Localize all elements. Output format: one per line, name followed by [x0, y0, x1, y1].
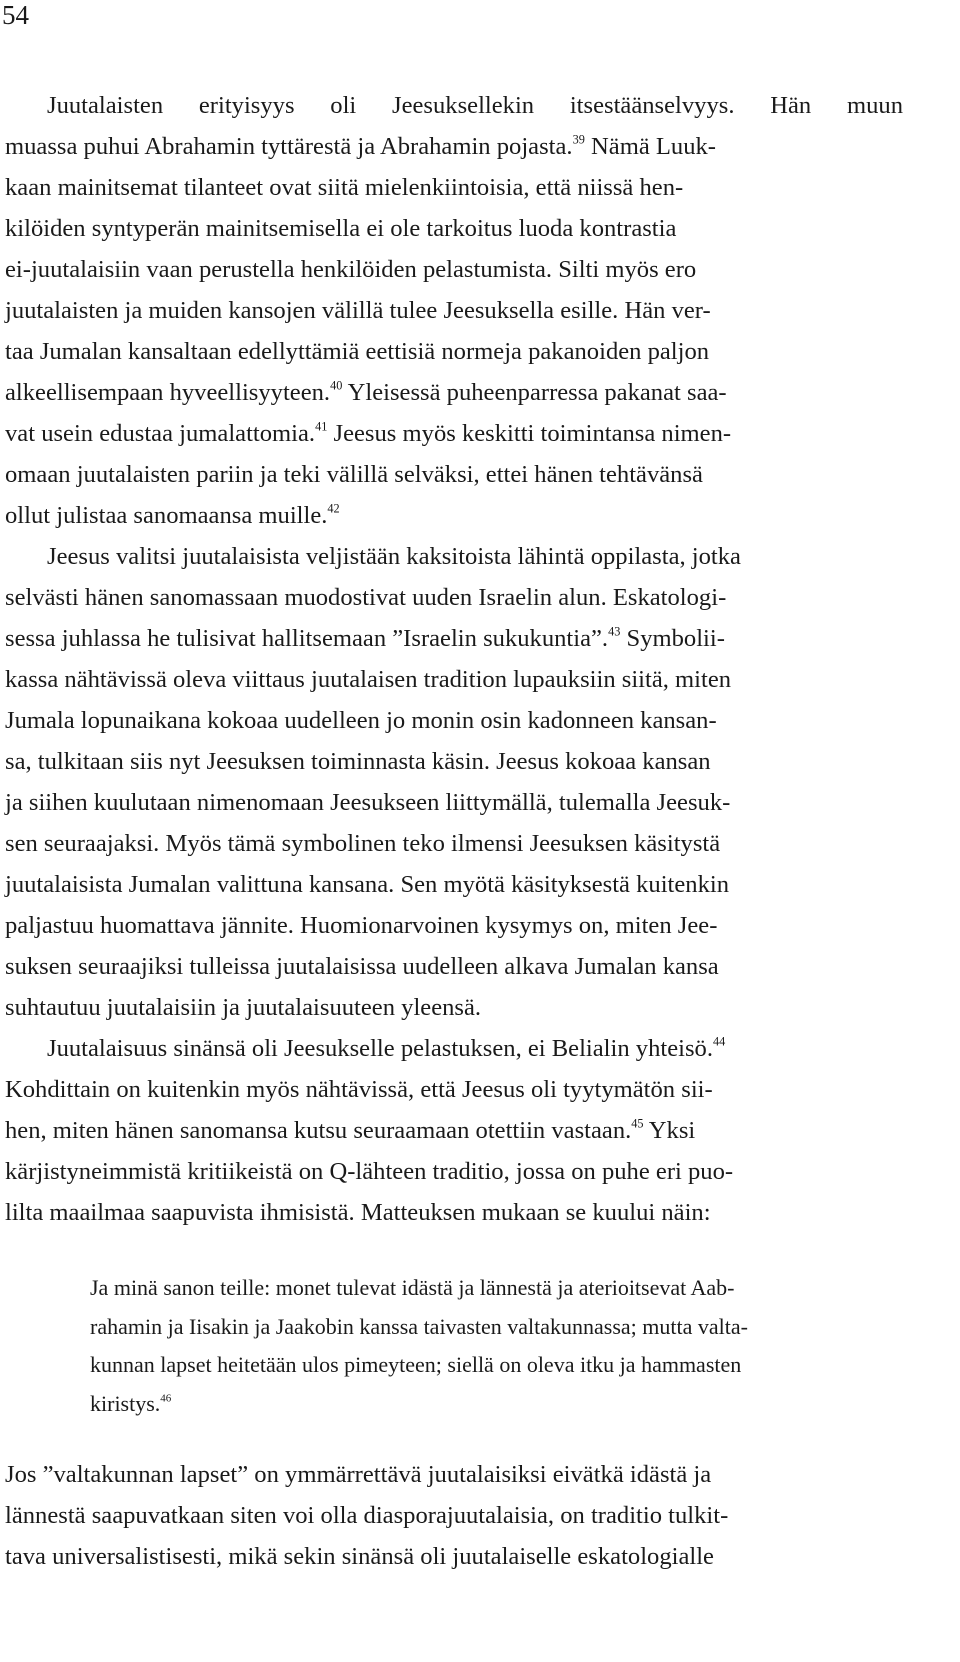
- footnote-ref[interactable]: 46: [160, 1392, 172, 1405]
- footnote-ref[interactable]: 39: [572, 132, 585, 147]
- text-line: kaan mainitsemat tilanteet ovat siitä mielenkiintoisia, että niissä hen-: [5, 174, 684, 201]
- text-line: muassa puhui Abrahamin tyttärestä ja Abrahamin pojasta.$^{39}$ Nämä Luuk-: [5, 132, 716, 160]
- text-line: selvästi hänen sanomassaan muodostivat uuden Israelin alun. Eskatologi-: [5, 584, 727, 611]
- text-line: sessa juhlassa he tulisivat hallitsemaan ”Israelin sukukuntia”.$^{43}$ Symbolii-: [5, 624, 725, 652]
- text-line: Kohdittain on kuitenkin myös nähtävissä, että Jeesus oli tyytymätön sii-: [5, 1076, 713, 1103]
- footnote-ref[interactable]: 41: [315, 419, 328, 434]
- text-line: vat usein edustaa jumalattomia.$^{41}$ Jeesus myös keskitti toimintansa nimen-: [5, 419, 732, 447]
- page-number: 54: [2, 0, 29, 30]
- text-line: suksen seuraajiksi tulleissa juutalaisissa uudelleen alkava Jumalan kansa: [5, 953, 719, 980]
- text-line: omaan juutalaisten pariin ja teki välillä selväksi, ettei hänen tehtävänsä: [5, 461, 703, 488]
- text-line: ollut julistaa sanomaansa muille.$^{42}$: [5, 501, 340, 529]
- text-line: lilta maailmaa saapuvista ihmisistä. Matteuksen mukaan se kuului näin:: [5, 1199, 711, 1226]
- text-line: Jeesus valitsi juutalaisista veljistään kaksitoista lähintä oppilasta, jotka: [47, 543, 741, 570]
- text-line: taa Jumalan kansaltaan edellyttämiä eettisiä normeja pakanoiden paljon: [5, 338, 710, 365]
- text-line: paljastuu huomattava jännite. Huomionarvoinen kysymys on, miten Jee-: [5, 912, 718, 939]
- text-line: ei-juutalaisiin vaan perustella henkilöiden pelastumista. Silti myös ero: [5, 256, 697, 283]
- text-line: juutalaisista Jumalan valittuna kansana. Sen myötä käsityksestä kuitenkin: [5, 871, 730, 898]
- text-line: kassa nähtävissä oleva viittaus juutalaisen tradition lupauksiin siitä, miten: [5, 666, 732, 693]
- text-line: Juutalaisten erityisyys oli Jeesuksellekin itsestäänselvyys. Hän muun: [47, 92, 903, 119]
- text-line: sen seuraajaksi. Myös tämä symbolinen teko ilmensi Jeesuksen käsitystä: [5, 830, 721, 857]
- quote-line: rahamin ja Iisakin ja Jaakobin kanssa taivasten valtakunnassa; mutta valta-: [90, 1314, 748, 1339]
- text-line: Juutalaisuus sinänsä oli Jeesukselle pelastuksen, ei Belialin yhteisö.$^{44}$: [47, 1034, 726, 1062]
- text-line: alkeellisempaan hyveellisyyteen.$^{40}$ Yleisessä puheenparressa pakanat saa-: [5, 378, 727, 406]
- footnote-ref[interactable]: 45: [631, 1116, 644, 1131]
- text-line: sa, tulkitaan siis nyt Jeesuksen toiminnasta käsin. Jeesus kokoaa kansan: [5, 748, 711, 775]
- text-line: kilöiden syntyperän mainitsemisella ei ole tarkoitus luoda kontrastia: [5, 215, 677, 242]
- footnote-ref[interactable]: 43: [608, 624, 621, 639]
- footnote-ref[interactable]: 42: [327, 501, 340, 516]
- footnote-ref[interactable]: 44: [712, 1034, 726, 1049]
- text-line: lännestä saapuvatkaan siten voi olla diasporajuutalaisia, on traditio tulkit-: [5, 1502, 729, 1529]
- text-line: juutalaisten ja muiden kansojen välillä tulee Jeesuksella esille. Hän ver-: [5, 297, 711, 324]
- text-line: kärjistyneimmistä kritiikeistä on Q-lähteen traditio, jossa on puhe eri puo-: [5, 1158, 734, 1185]
- text-line: Jos ”valtakunnan lapset” on ymmärrettävä juutalaisiksi eivätkä idästä ja: [5, 1461, 712, 1488]
- footnote-ref[interactable]: 40: [330, 378, 343, 393]
- quote-line: kunnan lapset heitetään ulos pimeyteen; siellä on oleva itku ja hammasten: [90, 1352, 742, 1377]
- text-line: hen, miten hänen sanomansa kutsu seuraamaan otettiin vastaan.$^{45}$ Yksi: [5, 1116, 696, 1144]
- quote-line: Ja minä sanon teille: monet tulevat idästä ja lännestä ja aterioitsevat Aab-: [90, 1275, 735, 1300]
- text-line: ja siihen kuulutaan nimenomaan Jeesukseen liittymällä, tulemalla Jeesuk-: [5, 789, 731, 816]
- text-line: tava universalistisesti, mikä sekin sinänsä oli juutalaiselle eskatologialle: [5, 1543, 714, 1570]
- text-line: suhtautuu juutalaisiin ja juutalaisuuteen yleensä.: [5, 994, 482, 1021]
- text-line: Jumala lopunaikana kokoaa uudelleen jo monin osin kadonneen kansan-: [5, 707, 717, 734]
- quote-line: kiristys.$^{46}$: [90, 1391, 172, 1416]
